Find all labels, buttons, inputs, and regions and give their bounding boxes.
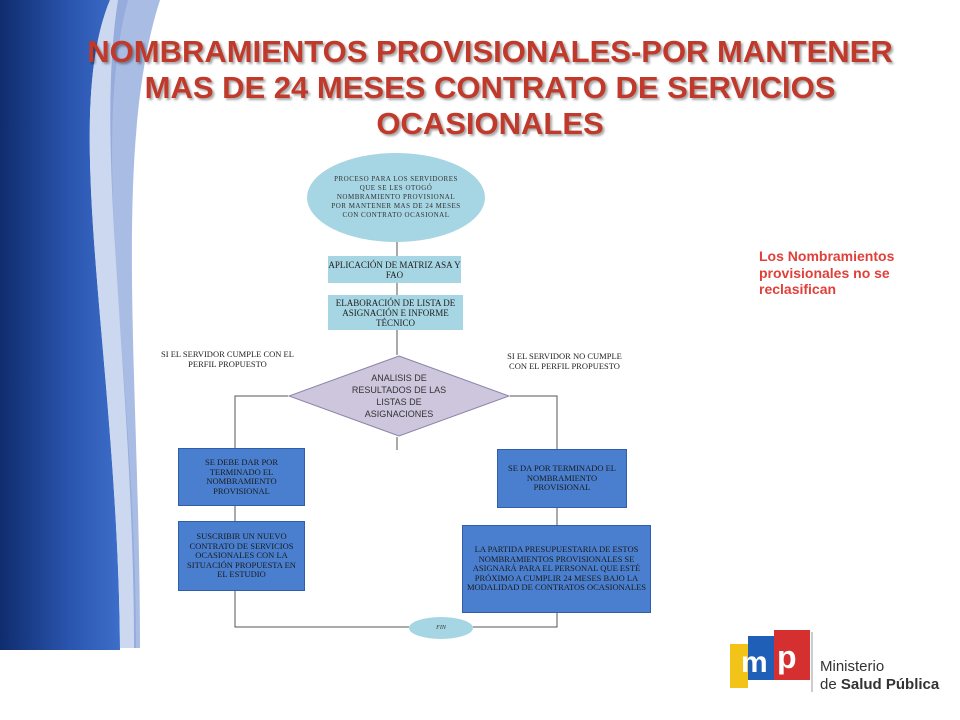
- svg-text:p: p: [777, 639, 797, 675]
- label-no-cumple: SI EL SERVIDOR NO CUMPLE CON EL PERFIL PROPUESTO: [507, 351, 622, 371]
- ministry-name: [820, 658, 939, 694]
- svg-text:m: m: [741, 646, 768, 679]
- step-elaboracion: ELABORACIÓN DE LISTA DE ASIGNACIÓN E INFORME TÉCNICO: [328, 295, 463, 330]
- label-cumple: SI EL SERVIDOR CUMPLE CON EL PERFIL PROPUESTO: [161, 349, 294, 369]
- step-matriz: APLICACIÓN DE MATRIZ ASA Y FAO: [328, 256, 461, 283]
- step-partida: LA PARTIDA PRESUPUESTARIA DE ESTOS NOMBRAMIENTOS PROVISIONALES SE ASIGNARÁ PARA EL PERSONAL QUE ESTÉ PRÓXIMO A CUMPLIR 24 MESES BAJO LA MODALIDAD DE CONTRATOS OCASIONALES: [462, 525, 651, 613]
- step-suscribir: SUSCRIBIR UN NUEVO CONTRATO DE SERVICIOS OCASIONALES CON LA SITUACIÓN PROPUESTA EN EL ESTUDIO: [178, 521, 305, 591]
- side-note: Los Nombramientos provisionales no se reclasifican: [759, 248, 895, 297]
- ministry-line1: Ministerio: [820, 658, 885, 675]
- msp-logo-icon: [730, 626, 816, 696]
- decision-node: [288, 355, 510, 437]
- end-node: FIN: [409, 617, 473, 639]
- slide-title: NOMBRAMIENTOS PROVISIONALES-POR MANTENER MAS DE 24 MESES CONTRATO DE SERVICIOS OCASIONALES: [87, 34, 893, 141]
- start-node: PROCESO PARA LOS SERVIDORES QUE SE LES OTOGÓ NOMBRAMIENTO PROVISIONAL POR MANTENER MAS DE 24 MESES CON CONTRATO OCASIONAL: [307, 153, 485, 242]
- decision-label: ANALISIS DE RESULTADOS DE LAS LISTAS DE ASIGNACIONES: [351, 373, 447, 419]
- step-terminar: SE DEBE DAR POR TERMINADO EL NOMBRAMIENTO PROVISIONAL: [178, 448, 305, 506]
- ministry-line2: de Salud Pública: [820, 676, 940, 693]
- step-da-termino: SE DA POR TERMINADO EL NOMBRAMIENTO PROVISIONAL: [497, 449, 627, 508]
